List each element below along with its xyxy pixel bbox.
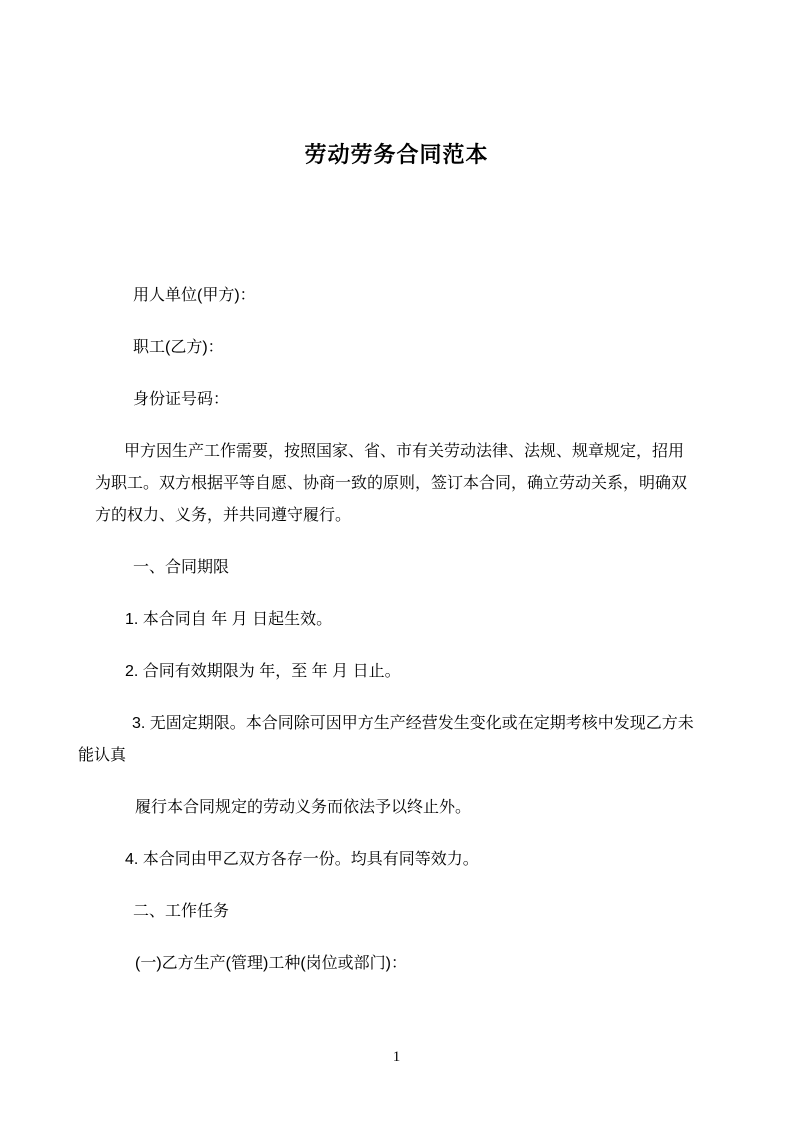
page-number: 1 [392, 1049, 401, 1065]
clause-open-ended [78, 708, 710, 772]
clause-open-ended-line-2: 能认真 [78, 747, 127, 764]
intro-paragraph [95, 436, 710, 532]
field-employee: 职工(乙方)： [133, 339, 224, 356]
clause-open-ended-continuation: 履行本合同规定的劳动义务而依法予以终止外。 [135, 799, 472, 816]
clause-open-ended-line-1: 3. 无固定期限。本合同除可因甲方生产经营发生变化或在定期考核中发现乙方未 [132, 715, 694, 732]
intro-line-1: 甲方因生产工作需要，按照国家、省、市有关劳动法律、法规、规章规定，招用 [124, 443, 685, 460]
document-body [0, 280, 793, 980]
field-employer: 用人单位(甲方)： [133, 287, 256, 304]
document-title: 劳动劳务合同范本 [304, 142, 489, 167]
clause-valid-period: 2. 合同有效期限为 年，至 年 月 日止。 [125, 663, 401, 680]
intro-line-2: 为职工。双方根据平等自愿、协商一致的原则，签订本合同，确立劳动关系，明确双 [95, 475, 688, 492]
clause-work-type: (一)乙方生产(管理)工种(岗位或部门)： [135, 955, 407, 972]
field-id-number: 身份证号码： [133, 391, 230, 408]
section-heading-term: 一、合同期限 [133, 559, 230, 576]
clause-effective-date: 1. 本合同自 年 月 日起生效。 [125, 611, 333, 628]
section-heading-tasks: 二、工作任务 [133, 903, 230, 920]
clause-copies: 4. 本合同由甲乙双方各存一份。均具有同等效力。 [125, 851, 479, 868]
intro-line-3: 方的权力、义务，并共同遵守履行。 [95, 507, 352, 524]
